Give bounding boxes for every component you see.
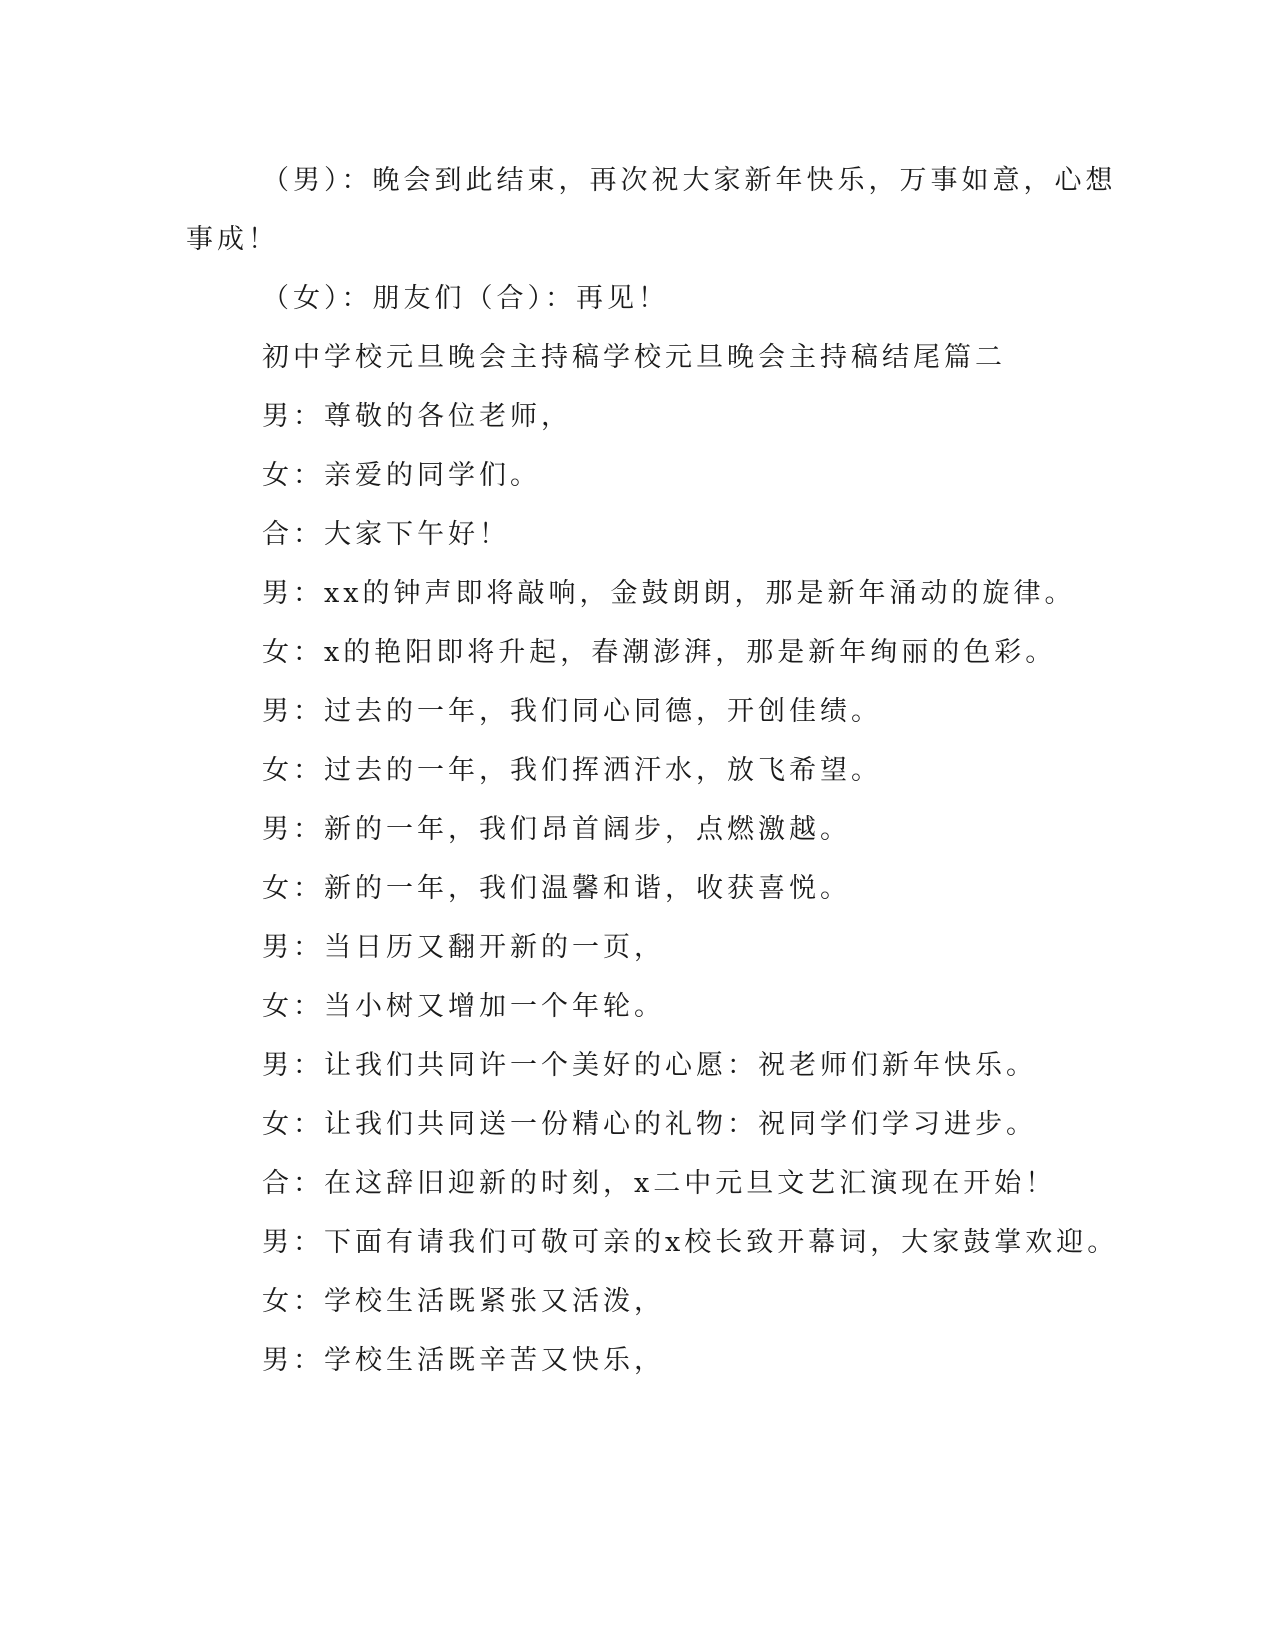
paragraph-line: 女：当小树又增加一个年轮。: [262, 991, 665, 1022]
paragraph-line: 男：过去的一年，我们同心同德，开创佳绩。: [262, 696, 882, 727]
paragraph-line: 男：新的一年，我们昂首阔步，点燃激越。: [262, 814, 851, 845]
paragraph-line: 合：大家下午好！: [262, 519, 510, 550]
paragraph-line: （男）：晚会到此结束，再次祝大家新年快乐，万事如意，心想: [262, 165, 1117, 196]
paragraph-line: 男：尊敬的各位老师，: [262, 401, 572, 432]
paragraph-line: 女：新的一年，我们温馨和谐，收获喜悦。: [262, 873, 851, 904]
paragraph-line: 男：学校生活既辛苦又快乐，: [262, 1345, 665, 1376]
section-heading: 初中学校元旦晚会主持稿学校元旦晚会主持稿结尾篇二: [262, 342, 1006, 373]
paragraph-line: 男：下面有请我们可敬可亲的x校长致开幕词，大家鼓掌欢迎。: [262, 1227, 1119, 1258]
paragraph-line: 女：过去的一年，我们挥洒汗水，放飞希望。: [262, 755, 882, 786]
paragraph-line: 男：当日历又翻开新的一页，: [262, 932, 665, 963]
paragraph-line: 女：亲爱的同学们。: [262, 460, 541, 491]
paragraph-line: 男：让我们共同许一个美好的心愿：祝老师们新年快乐。: [262, 1050, 1037, 1081]
paragraph-line: 女：学校生活既紧张又活泼，: [262, 1286, 665, 1317]
paragraph-line: 男：xx的钟声即将敲响，金鼓朗朗，那是新年涌动的旋律。: [262, 578, 1076, 609]
paragraph-line: 合：在这辞旧迎新的时刻，x二中元旦文艺汇演现在开始！: [262, 1168, 1057, 1199]
paragraph-line: 女：让我们共同送一份精心的礼物：祝同学们学习进步。: [262, 1109, 1037, 1140]
paragraph-line: 女：x的艳阳即将升起，春潮澎湃，那是新年绚丽的色彩。: [262, 637, 1057, 668]
paragraph-line: （女）：朋友们（合）：再见！: [262, 283, 669, 314]
paragraph-line: 事成！: [186, 224, 279, 255]
